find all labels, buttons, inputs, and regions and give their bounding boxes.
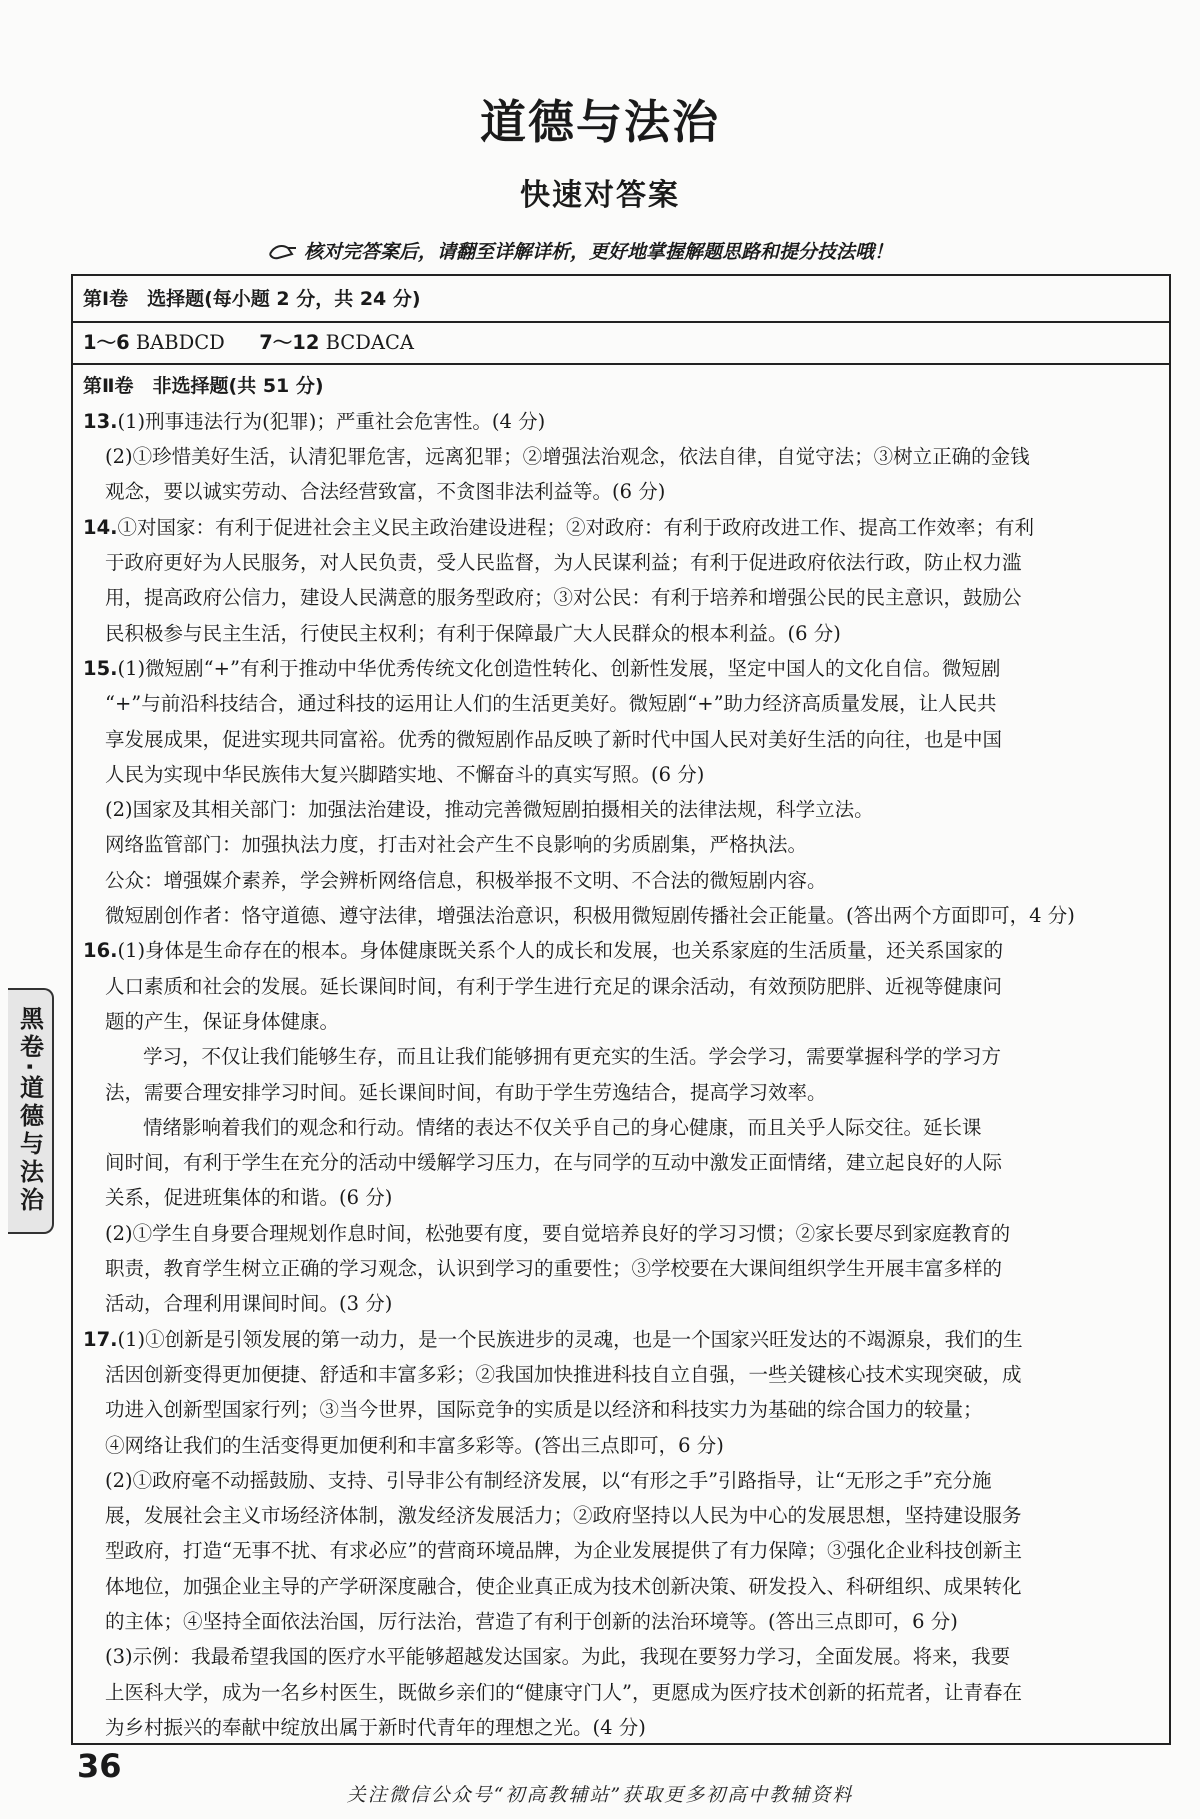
section-choice-heading: 第Ⅰ卷 选择题(每小题 2 分，共 24 分) — [83, 288, 421, 310]
answer-text: “+”与前沿科技结合，通过科技的运用让人们的生活更美好。微短剧“+”助力经济高质量发展，让人民共 — [105, 692, 997, 716]
answer-text: 享发展成果，促进实现共同富裕。优秀的微短剧作品反映了新时代中国人民对美好生活的向往，也是中国 — [105, 727, 1003, 751]
answer-text: 型政府，打造“无事不扰、有求必应”的营商环境品牌，为企业发展提供了有力保障；③强化企业科技创新主 — [105, 1539, 1022, 1563]
answer-line — [83, 686, 1159, 721]
answer-text: ①对国家：有利于促进社会主义民主政治建设进程；②对政府：有利于政府改进工作、提高工作效率；有利 — [117, 515, 1035, 539]
answer-line — [83, 1498, 1159, 1533]
answer-text: 为乡村振兴的奉献中绽放出属于新时代青年的理想之光。(4 分) — [105, 1715, 646, 1739]
answer-text: 人民为实现中华民族伟大复兴脚踏实地、不懈奋斗的真实写照。(6 分) — [105, 762, 705, 786]
section-choice — [73, 276, 1169, 323]
answer-line — [83, 1463, 1159, 1498]
question-number: 13. — [83, 409, 118, 433]
answer-line — [83, 1533, 1159, 1568]
answer-text: 人口素质和社会的发展。延长课间时间，有利于学生进行充足的课余活动，有效预防肥胖、近视等健康问 — [105, 974, 1003, 998]
range1-label: 1～6 — [83, 331, 130, 355]
answer-text: 微短剧创作者：恪守道德、遵守法律，增强法治意识，积极用微短剧传播社会正能量。(答出两个方面即可，4 分) — [105, 904, 1075, 928]
answer-text: (3)示例：我最希望我国的医疗水平能够超越发达国家。为此，我现在要努力学习，全面发展。将来，我要 — [105, 1645, 1011, 1669]
answer-text: 间时间，有利于学生在充分的活动中缓解学习压力，在与同学的互动中激发正面情绪，建立起良好的人际 — [105, 1151, 1003, 1175]
answer-line — [83, 651, 1159, 686]
answer-text: (2)①学生自身要合理规划作息时间，松弛要有度，要自觉培养良好的学习习惯；②家长要尽到家庭教育的 — [105, 1221, 1011, 1245]
answer-text: 的主体；④坚持全面依法治国，厉行法治，营造了有利于创新的法治环境等。(答出三点即可，6 分) — [105, 1609, 958, 1633]
answer-text: 功进入创新型国家行列；③当今世界，国际竞争的实质是以经济和科技实力为基础的综合国力的较量； — [105, 1398, 983, 1422]
answer-text: 于政府更好为人民服务，对人民负责，受人民监督，为人民谋利益；有利于促进政府依法行政，防止权力滥 — [105, 551, 1022, 575]
answer-line — [83, 439, 1159, 474]
answer-line — [83, 1675, 1159, 1710]
section-nonchoice — [73, 365, 1169, 1750]
answer-text: (1)身体是生命存在的根本。身体健康既关系个人的成长和发展，也关系家庭的生活质量，还关系国家的 — [117, 939, 1004, 963]
answer-line — [83, 969, 1159, 1004]
tip-line — [268, 237, 893, 264]
answer-text: (1)①创新是引领发展的第一动力，是一个民族进步的灵魂，也是一个国家兴旺发达的不竭源泉，我们的生 — [117, 1327, 1023, 1351]
answer-text: (1)微短剧“+”有利于推动中华优秀传统文化创造性转化、创新性发展，坚定中国人的文化自信。微短剧 — [117, 656, 1001, 680]
side-tab — [8, 988, 54, 1234]
answer-text: 网络监管部门：加强执法力度，打击对社会产生不良影响的劣质剧集，严格执法。 — [105, 833, 808, 857]
page-number: 36 — [77, 1747, 122, 1785]
page-subtitle: 快速对答案 — [520, 178, 680, 213]
question-number: 16. — [83, 939, 118, 963]
answer-box — [71, 274, 1171, 1745]
answer-line — [83, 1145, 1159, 1180]
answer-text: 情绪影响着我们的观念和行动。情绪的表达不仅关乎自己的身心健康，而且关乎人际交往。延长课 — [143, 1115, 982, 1139]
answer-line — [83, 1075, 1159, 1110]
question-number: 15. — [83, 656, 118, 680]
question-number: 17. — [83, 1327, 118, 1351]
answer-text: (1)刑事违法行为(犯罪)；严重社会危害性。(4 分) — [117, 409, 546, 433]
answer-line — [83, 1569, 1159, 1604]
answer-line — [83, 1004, 1159, 1039]
answer-line — [83, 863, 1159, 898]
answer-line — [83, 722, 1159, 757]
answer-text: ④网络让我们的生活变得更加便利和丰富多彩等。(答出三点即可，6 分) — [105, 1433, 724, 1457]
section-choice-answers — [73, 323, 1169, 364]
answer-line — [83, 757, 1159, 792]
answer-line — [83, 404, 1159, 439]
answer-line — [83, 1251, 1159, 1286]
answer-line — [83, 1110, 1159, 1145]
answer-line — [83, 1428, 1159, 1463]
side-tab-label: 黑卷·道德与法治 — [15, 1006, 44, 1216]
footer-note: 关注微信公众号“初高教辅站”获取更多初高中教辅资料 — [346, 1784, 854, 1806]
answer-line — [83, 545, 1159, 580]
range2-answers: BCDACA — [325, 331, 414, 355]
answer-line — [83, 1286, 1159, 1321]
tip-text: 核对完答案后，请翻至详解详析，更好地掌握解题思路和提分技法哦！ — [304, 241, 894, 263]
answer-line — [83, 1639, 1159, 1674]
pointing-hand-icon — [268, 240, 298, 262]
answer-line — [83, 1357, 1159, 1392]
answer-line — [83, 616, 1159, 651]
answer-text: 关系，促进班集体的和谐。(6 分) — [105, 1186, 393, 1210]
choice-answers-line — [83, 325, 1159, 360]
answer-text: 上医科大学，成为一名乡村医生，既做乡亲们的“健康守门人”，更愿成为医疗技术创新的拓荒者，让青春在 — [105, 1680, 1022, 1704]
answer-text: (2)①珍惜美好生活，认清犯罪危害，远离犯罪；②增强法治观念，依法自律，自觉守法；③树立正确的金钱 — [105, 445, 1030, 469]
answer-line — [83, 898, 1159, 933]
answer-text: 用，提高政府公信力，建设人民满意的服务型政府；③对公民：有利于培养和增强公民的民主意识，鼓励公 — [105, 586, 1022, 610]
answer-line — [83, 1604, 1159, 1639]
section-nonchoice-heading: 第Ⅱ卷 非选择题(共 51 分) — [83, 374, 324, 397]
answer-text: 民积极参与民主生活，行使民主权利；有利于保障最广大人民群众的根本利益。(6 分) — [105, 621, 841, 645]
answer-text: 公众：增强媒介素养，学会辨析网络信息，积极举报不文明、不合法的微短剧内容。 — [105, 868, 827, 892]
answer-line — [83, 1039, 1159, 1074]
answer-line — [83, 1392, 1159, 1427]
answer-line — [83, 510, 1159, 545]
answer-line — [83, 1322, 1159, 1357]
answer-text: (2)①政府毫不动摇鼓励、支持、引导非公有制经济发展，以“有形之手”引路指导，让“无形之手”充分施 — [105, 1468, 992, 1492]
answer-text: 学习，不仅让我们能够生存，而且让我们能够拥有更充实的生活。学会学习，需要掌握科学的学习方 — [143, 1045, 1002, 1069]
answer-line — [83, 474, 1159, 509]
answer-line — [83, 1180, 1159, 1215]
answer-lines — [83, 404, 1159, 1745]
answer-line — [83, 580, 1159, 615]
answer-line — [83, 792, 1159, 827]
answer-text: (2)国家及其相关部门：加强法治建设，推动完善微短剧拍摄相关的法律法规，科学立法。 — [105, 798, 874, 822]
range1-answers: BABDCD — [135, 331, 225, 355]
answer-text: 观念，要以诚实劳动、合法经营致富，不贪图非法利益等。(6 分) — [105, 480, 666, 504]
answer-text: 展，发展社会主义市场经济体制，激发经济发展活力；②政府坚持以人民为中心的发展思想，坚持建设服务 — [105, 1504, 1022, 1528]
answer-text: 体地位，加强企业主导的产学研深度融合，使企业真正成为技术创新决策、研发投入、科研组织、成果转化 — [105, 1574, 1022, 1598]
answer-text: 职责，教育学生树立正确的学习观念，认识到学习的重要性；③学校要在大课间组织学生开展丰富多样的 — [105, 1257, 1003, 1281]
answer-line — [83, 1216, 1159, 1251]
answer-text: 题的产生，保证身体健康。 — [105, 1009, 340, 1033]
answer-text: 活动，合理利用课间时间。(3 分) — [105, 1292, 393, 1316]
range2-label: 7～12 — [259, 331, 320, 355]
answer-text: 活因创新变得更加便捷、舒适和丰富多彩；②我国加快推进科技自立自强，一些关键核心技术实现突破，成 — [105, 1362, 1022, 1386]
answer-line — [83, 1710, 1159, 1745]
question-number: 14. — [83, 515, 118, 539]
answer-text: 法，需要合理安排学习时间。延长课间时间，有助于学生劳逸结合，提高学习效率。 — [105, 1080, 827, 1104]
answer-line — [83, 933, 1159, 968]
answer-line — [83, 827, 1159, 862]
page-title: 道德与法治 — [480, 95, 720, 149]
